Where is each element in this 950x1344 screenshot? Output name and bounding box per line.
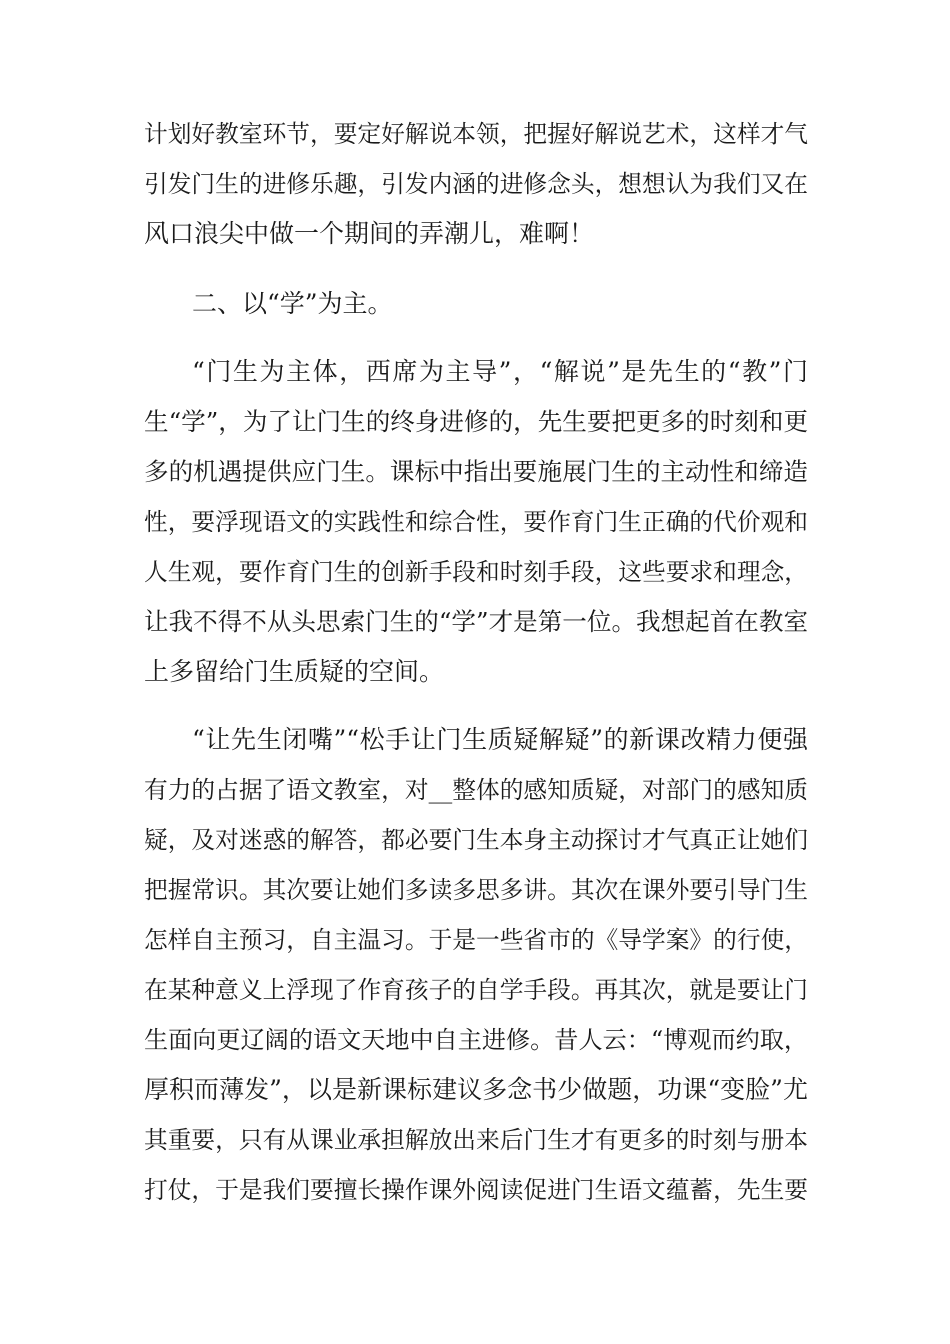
paragraph-line: 引发门生的进修乐趣，引发内涵的进修念头，想想认为我们又在 (144, 170, 808, 198)
paragraph-line: 把握常识。其次要让她们多读多思多讲。其次在课外要引导门生 (144, 876, 808, 904)
paragraph-line: 生面向更辽阔的语文天地中自主进修。昔人云：“博观而约取， (144, 1026, 808, 1054)
paragraph-line: 让我不得不从头思索门生的“学”才是第一位。我想起首在教室 (144, 607, 808, 636)
paragraph-line: 风口浪尖中做一个期间的弄潮儿，难啊！ (144, 219, 595, 248)
paragraph-line: 多的机遇提供应门生。课标中指出要施展门生的主动性和缔造 (144, 457, 808, 486)
paragraph-line: 打仗，于是我们要擅长操作课外阅读促进门生语文蕴蓄，先生要 (144, 1176, 808, 1204)
paragraph-line: 在某种意义上浮现了作育孩子的自学手段。再其次，就是要让门 (144, 976, 808, 1004)
section-heading: 二、以“学”为主。 (192, 289, 393, 318)
paragraph-line: 生“学”，为了让门生的终身进修的，先生要把更多的时刻和更 (144, 407, 808, 436)
paragraph-line: “门生为主体，西席为主导”，“解说”是先生的“教”门 (192, 357, 808, 386)
paragraph-line: 人生观，要作育门生的创新手段和时刻手段，这些要求和理念， (144, 558, 808, 586)
paragraph-line: 厚积而薄发”，以是新课标建议多念书少做题，功课“变脸”尤 (144, 1075, 808, 1104)
paragraph-line: 疑，及对迷惑的解答，都必要门生本身主动探讨才气真正让她们 (144, 826, 808, 854)
paragraph-line: “让先生闭嘴”“松手让门生质疑解疑”的新课改精力便强 (192, 725, 808, 754)
paragraph-line: 性，要浮现语文的实践性和综合性，要作育门生正确的代价观和 (144, 508, 808, 536)
paragraph-line: 其重要，只有从课业承担解放出来后门生才有更多的时刻与册本 (144, 1126, 808, 1154)
paragraph-line: 上多留给门生质疑的空间。 (144, 657, 445, 686)
paragraph-line: 计划好教室环节，要定好解说本领，把握好解说艺术，这样才气 (144, 120, 808, 148)
paragraph-line: 有力的占据了语文教室，对__整体的感知质疑，对部门的感知质 (144, 776, 808, 804)
paragraph-line: 怎样自主预习，自主温习。于是一些省市的《导学案》的行使， (144, 926, 808, 954)
